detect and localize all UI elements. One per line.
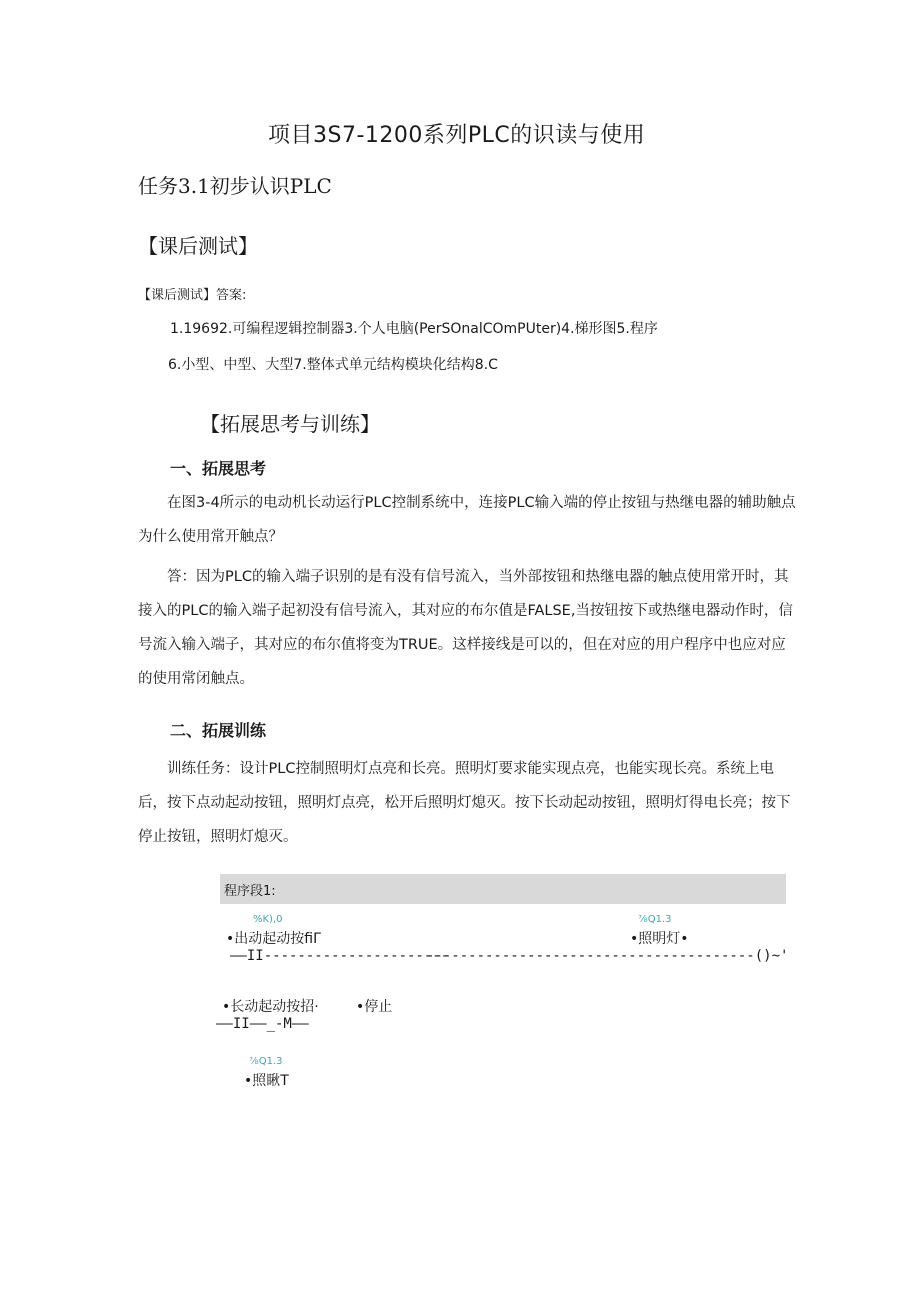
question-paragraph: 在图3-4所示的电动机长动运行PLC控制系统中，连接PLC输入端的停止按钮与热继电器的辅助触点为什么使用常开触点？ bbox=[138, 495, 796, 545]
program-segment-label: 程序段1: bbox=[224, 884, 276, 899]
contact-label-lamp-hold: •照瞅T bbox=[244, 1073, 289, 1089]
document-title: 项目3S7-1200系列PLC的识读与使用 bbox=[268, 123, 646, 148]
section1-heading: 一、拓展思考 bbox=[170, 459, 267, 478]
answers-label: 【课后测试】答案: bbox=[138, 288, 247, 303]
rung-1-wire-right: ---------------------------------------()~' bbox=[426, 948, 789, 964]
answer-paragraph: 答：因为PLC的输入端子识别的是有没有信号流入，当外部按钮和热继电器的触点使用常开时，其接入的PLC的输入端子起初没有信号流入，其对应的布尔值是FALSE,当按钮按下或热继电器动作时，信号流入输入端子，其对应的布尔值将变为TRUE。这样接线是可以的，但在对应的用户程序中也应对应的使用常闭触点。 bbox=[138, 569, 793, 687]
tag-input-1: %K),0 bbox=[253, 914, 283, 925]
contact-label-jog-start: •出动起动按fiΓ bbox=[226, 931, 321, 947]
rung-2-wire: ——II——_-M—— bbox=[216, 1016, 309, 1032]
task-heading: 任务3.1初步认识PLC bbox=[138, 174, 332, 198]
answers-line-2: 6.小型、中型、大型7.整体式单元结构模块化结构8.C bbox=[168, 357, 498, 373]
answers-line-1: 1.19692.可编程逻辑控制器3.个人电脑(PerSOnalCOmPUter)4.梯形图5.程序 bbox=[170, 321, 658, 337]
section2-heading: 二、拓展训练 bbox=[170, 721, 267, 740]
program-segment-header bbox=[220, 874, 786, 904]
tag-output-1: ⅞Q1.3 bbox=[638, 914, 672, 925]
contact-label-stop: •停止 bbox=[356, 999, 393, 1015]
contact-label-hold-start: •长动起动按招· bbox=[222, 999, 319, 1015]
after-class-test-heading: 【课后测试】 bbox=[138, 234, 258, 258]
training-paragraph: 训练任务：设计PLC控制照明灯点亮和长亮。照明灯要求能实现点亮，也能实现长亮。系统上电后，按下点动起动按钮，照明灯点亮，松开后照明灯熄灭。按下长动起动按钮，照明灯得电长亮；按下停止按钮，照明灯熄灭。 bbox=[138, 761, 791, 845]
extension-heading: 【拓展思考与训练】 bbox=[200, 412, 380, 436]
tag-output-2: ⅞Q1.3 bbox=[249, 1056, 283, 1067]
coil-label-lamp: •照明灯• bbox=[630, 931, 689, 947]
rung-1-wire-left: ——II---------------------- bbox=[230, 948, 450, 964]
